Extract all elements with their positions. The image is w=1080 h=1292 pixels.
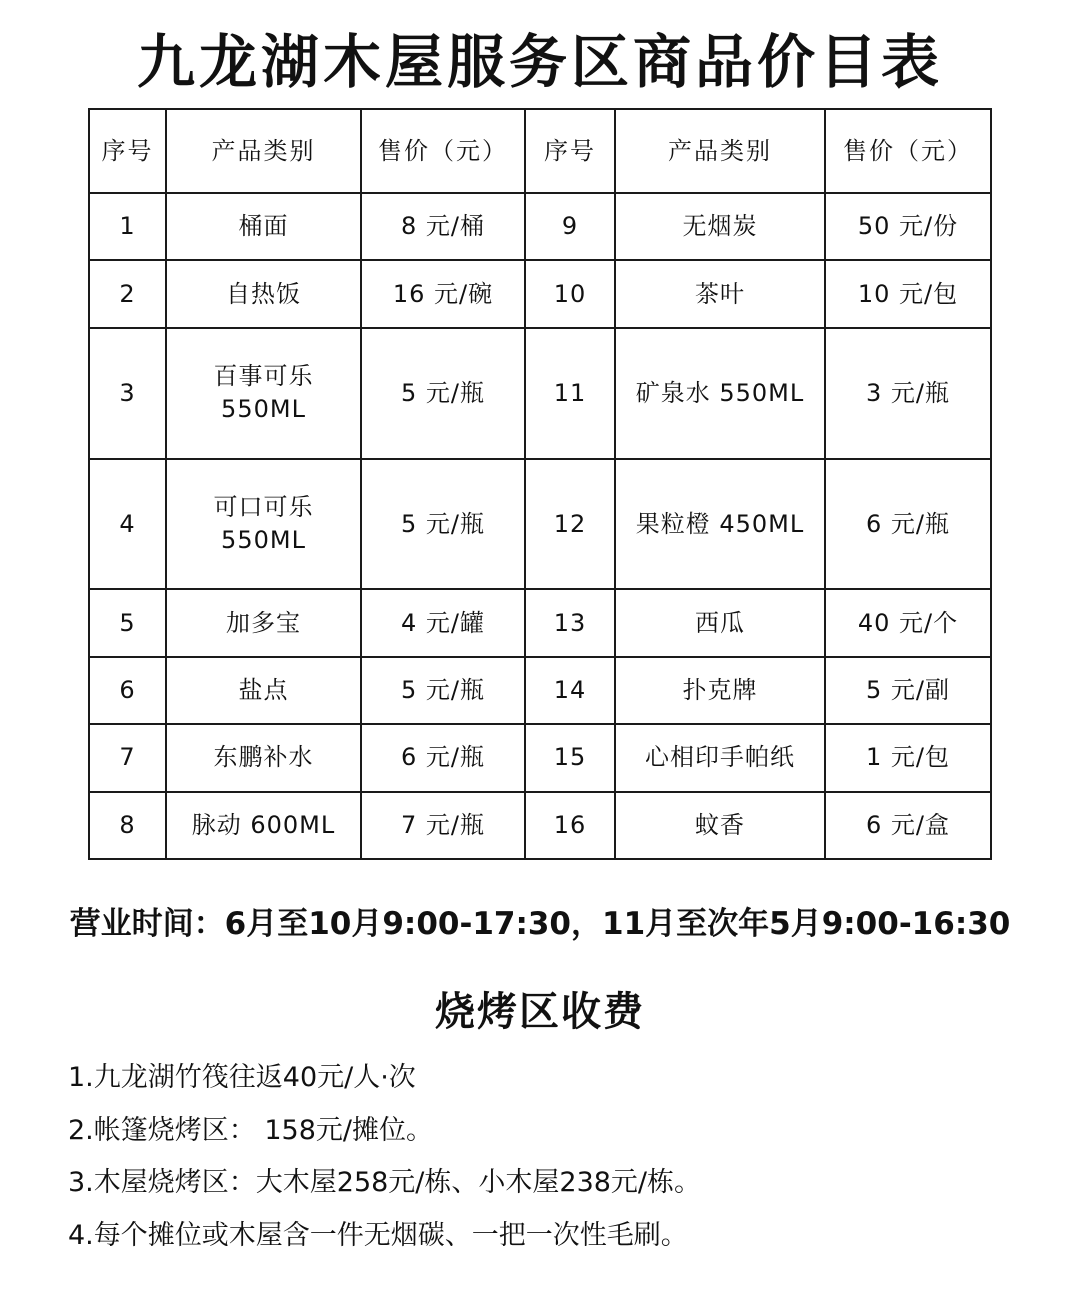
table-row xyxy=(89,724,991,791)
item-no: 14 xyxy=(525,657,615,724)
item-price: 3 元/瓶 xyxy=(825,328,991,459)
table-row xyxy=(89,193,991,260)
item-no: 15 xyxy=(525,724,615,791)
item-price: 50 元/份 xyxy=(825,193,991,260)
item-no: 12 xyxy=(525,459,615,590)
item-no: 3 xyxy=(89,328,166,459)
item-name: 无烟炭 xyxy=(615,193,825,260)
table-row xyxy=(89,260,991,327)
list-item: 4.每个摊位或木屋含一件无烟碳、一把一次性毛刷。 xyxy=(68,1219,688,1251)
item-name: 脉动 600ML xyxy=(166,792,361,859)
bbq-section-title: 烧烤区收费 xyxy=(435,989,645,1035)
item-no: 2 xyxy=(89,260,166,327)
item-name: 果粒橙 450ML xyxy=(615,459,825,590)
item-name: 自热饭 xyxy=(166,260,361,327)
header-price: 售价（元） xyxy=(361,109,525,193)
table-header-row xyxy=(89,109,991,193)
item-name: 心相印手帕纸 xyxy=(615,724,825,791)
item-name: 扑克牌 xyxy=(615,657,825,724)
business-hours: 营业时间：6月至10月9:00-17:30，11月至次年5月9:00-16:30 xyxy=(69,906,1011,942)
item-no: 16 xyxy=(525,792,615,859)
item-name-line1: 百事可乐 xyxy=(213,362,314,391)
item-price: 5 元/瓶 xyxy=(361,459,525,590)
table-row xyxy=(89,459,991,590)
item-price: 6 元/瓶 xyxy=(361,724,525,791)
item-no: 11 xyxy=(525,328,615,459)
item-price: 16 元/碗 xyxy=(361,260,525,327)
item-no: 9 xyxy=(525,193,615,260)
item-price: 7 元/瓶 xyxy=(361,792,525,859)
list-item: 3.木屋烧烤区：大木屋258元/栋、小木屋238元/栋。 xyxy=(68,1167,702,1198)
item-price: 4 元/罐 xyxy=(361,589,525,656)
item-no: 8 xyxy=(89,792,166,859)
item-no: 13 xyxy=(525,589,615,656)
list-item: 1.九龙湖竹筏往返40元/人·次 xyxy=(68,1062,416,1093)
table-row xyxy=(89,328,991,459)
item-price: 1 元/包 xyxy=(825,724,991,791)
price-table xyxy=(88,108,992,860)
table-row xyxy=(89,657,991,724)
header-no: 序号 xyxy=(525,109,615,193)
item-name: 桶面 xyxy=(166,193,361,260)
header-price: 售价（元） xyxy=(825,109,991,193)
table-row xyxy=(89,589,991,656)
item-name: 西瓜 xyxy=(615,589,825,656)
item-name xyxy=(166,459,361,590)
page-title: 九龙湖木屋服务区商品价目表 xyxy=(136,28,943,96)
item-name-line2: 550ML xyxy=(221,395,306,424)
item-price: 40 元/个 xyxy=(825,589,991,656)
item-name: 矿泉水 550ML xyxy=(615,328,825,459)
item-name: 盐点 xyxy=(166,657,361,724)
item-name xyxy=(166,328,361,459)
item-name: 蚊香 xyxy=(615,792,825,859)
item-price: 6 元/盒 xyxy=(825,792,991,859)
item-no: 7 xyxy=(89,724,166,791)
item-name-line2: 550ML xyxy=(221,526,306,555)
item-price: 5 元/副 xyxy=(825,657,991,724)
header-product: 产品类别 xyxy=(166,109,361,193)
item-no: 10 xyxy=(525,260,615,327)
list-item: 2.帐篷烧烤区： 158元/摊位。 xyxy=(68,1114,433,1146)
item-no: 6 xyxy=(89,657,166,724)
bbq-fee-list xyxy=(68,1052,701,1262)
item-name-line1: 可口可乐 xyxy=(213,493,314,522)
item-no: 1 xyxy=(89,193,166,260)
item-price: 8 元/桶 xyxy=(361,193,525,260)
item-name: 加多宝 xyxy=(166,589,361,656)
item-price: 5 元/瓶 xyxy=(361,328,525,459)
item-no: 5 xyxy=(89,589,166,656)
item-name: 东鹏补水 xyxy=(166,724,361,791)
header-product: 产品类别 xyxy=(615,109,825,193)
item-price: 6 元/瓶 xyxy=(825,459,991,590)
table-row xyxy=(89,792,991,859)
item-price: 5 元/瓶 xyxy=(361,657,525,724)
item-price: 10 元/包 xyxy=(825,260,991,327)
item-name: 茶叶 xyxy=(615,260,825,327)
header-no: 序号 xyxy=(89,109,166,193)
item-no: 4 xyxy=(89,459,166,590)
